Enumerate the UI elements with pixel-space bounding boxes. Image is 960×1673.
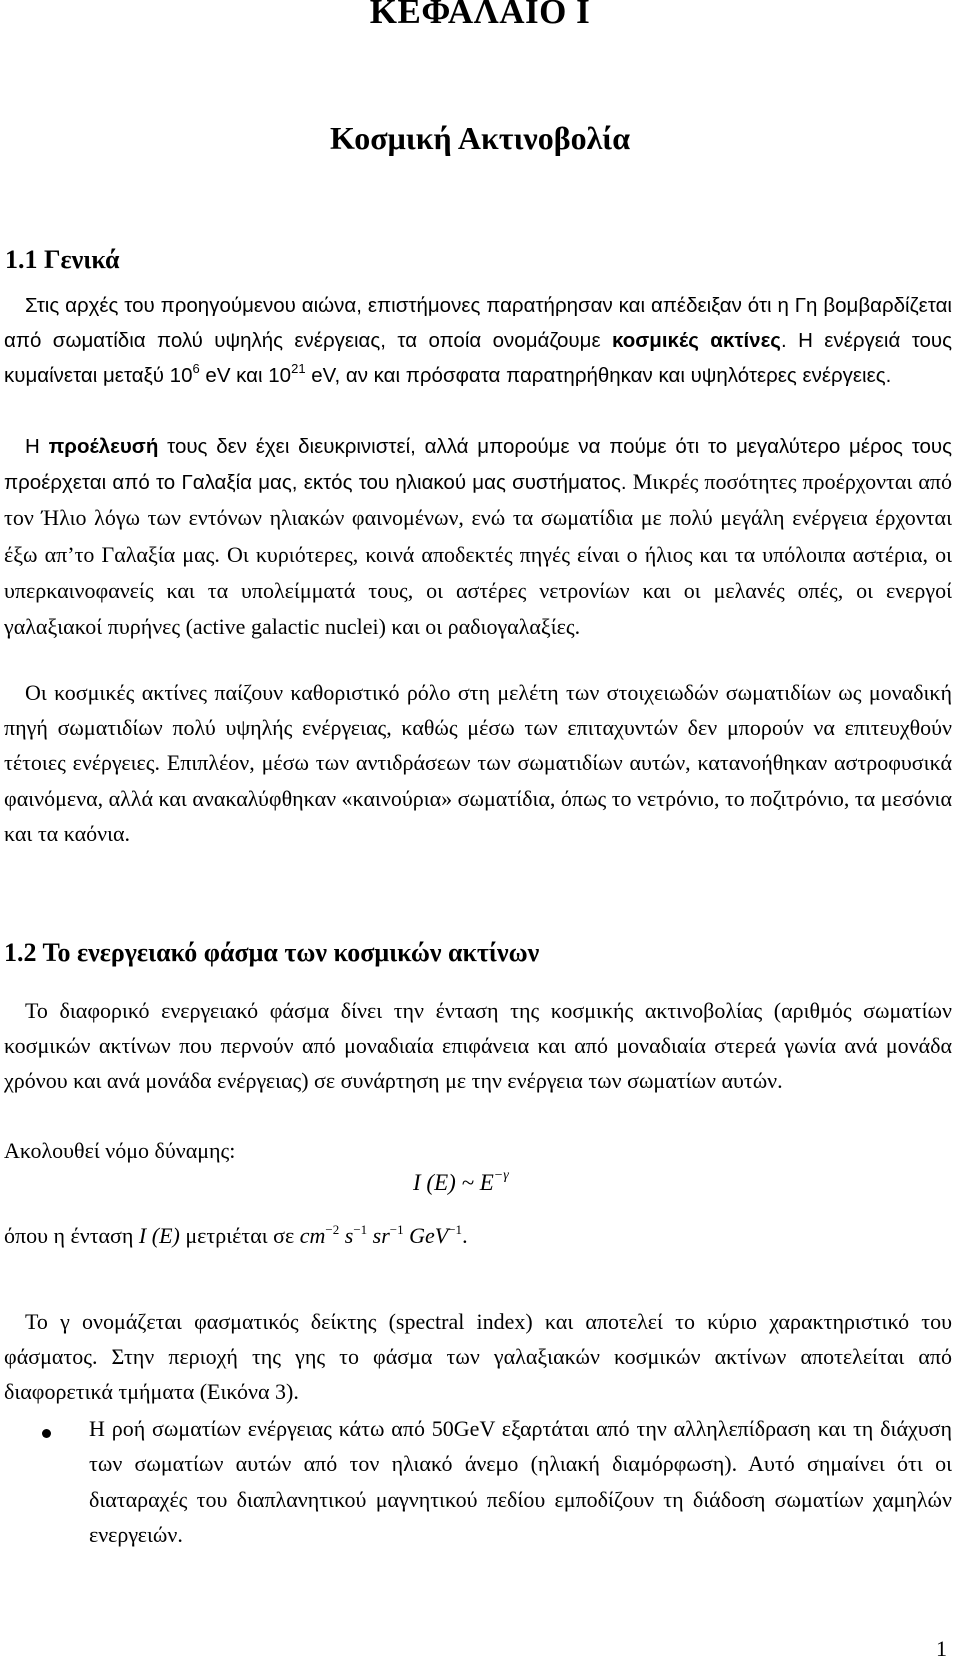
page-number: 1 (936, 1636, 947, 1661)
formula-text: I (E) ~ E (413, 1170, 494, 1195)
bullet-dot (42, 1429, 51, 1438)
paragraph-text: Η (25, 435, 40, 458)
section-heading-1-2: 1.2 Το ενεργειακό φάσμα των κοσμικών ακτίνων (4, 938, 540, 967)
units-variable: I (E) (138, 1223, 180, 1248)
unit-cm: cm (299, 1223, 326, 1248)
paragraph-text: τους δεν έχει διευκρινιστεί, αλλά μπορούμε να πούμε ότι το μεγαλύτερο μέρος τους προέρχεται από το Γαλαξία μας, εκτός του ηλιακού μας συστήματος. (4, 435, 953, 495)
bold-term-origin: προέλευσή (48, 435, 159, 458)
formula-power-law (413, 1170, 509, 1196)
unit-gev: GeV (409, 1223, 449, 1248)
paragraph-text: Το γ ονομάζεται φασματικός δείκτης (spectral index) και αποτελεί το κύριο χαρακτηριστικό του φάσματος. Στην περιοχή της γης το φάσμα των γαλαξιακών κοσμικών ακτίνων αποτελείται από διαφορετικά τμήματα (Εικόνα 3). (4, 1309, 952, 1405)
exponent: 21 (291, 361, 306, 377)
unit-exponent: −2 (325, 1222, 340, 1237)
paragraph-significance (4, 675, 952, 851)
exponent: 6 (192, 361, 200, 377)
units-text: μετριέται σε (185, 1223, 295, 1248)
units-text: όπου η ένταση (4, 1223, 134, 1248)
paragraph-origin (4, 429, 952, 645)
paragraph-spectrum (4, 993, 952, 1099)
paragraph-text: Το διαφορικό ενεργειακό φάσμα δίνει την ένταση της κοσμικής ακτινοβολίας (αριθμός σωματίων κοσμικών ακτίνων που περνούν από μοναδιαία επιφάνεια και από μοναδιαία στερεά γωνία ανά μονάδα χρόνου και ανά μονάδα ενέργειας) σε συνάρτηση με την ενέργεια των σωματίων αυτών. (4, 998, 952, 1094)
unit-s: s (344, 1223, 354, 1248)
unit-exponent: −1 (389, 1222, 404, 1237)
chapter-heading: ΚΕΦΑΛΑΙΟ Ι (369, 0, 591, 31)
bold-term-cosmic-rays: κοσμικές ακτίνες (612, 329, 781, 353)
paragraph-power-law: Ακολουθεί νόμο δύναμης: (4, 1138, 236, 1163)
paragraph-text: . Η ενέργειά τους κυμαίνεται μεταξύ 10 (4, 329, 952, 388)
paragraph-text: Οι κοσμικές ακτίνες παίζουν καθοριστικό ρόλο στη μελέτη των στοιχειωδών σωματιδίων ως μοναδική πηγή σωματιδίων πολύ υψηλής ενέργειας, καθώς μέσω των επιταχυντών δεν μπορούν να επιτευχθούν τέτοιες ενέργειες. Επιπλέον, μέσω των αντιδράσεων των σωματιδίων αυτών, κατανοήθηκαν αστροφυσικά φαινόμενα, αλλά και ανακαλύφθηκαν «καινούρια» σωματίδια, όπως το νετρόνιο, το ποζιτρόνιο, τα μεσόνια και τα καόνια. (4, 680, 952, 846)
paragraph-intro (4, 288, 952, 394)
unit-sr: sr (372, 1223, 390, 1248)
section-heading-1-1: 1.1 Γενικά (5, 245, 120, 274)
formula-exponent: −γ (493, 1168, 509, 1183)
paragraph-text: Στις αρχές του προηγούμενου αιώνα, επιστήμονες παρατήρησαν και απέδειξαν ότι η Γη βομβαρδίζεται από σωματίδια πολύ υψηλής ενέργειας, τα οποία ονομάζουμε (4, 294, 952, 353)
bullet-item-low-energy: Η ροή σωματίων ενέργειας κάτω από 50GeV εξαρτάται από την αλληλεπίδραση και τη διάχυση των σωματίων αυτών από τον ηλιακό άνεμο (ηλιακή διαμόρφωση). Αυτό σημαίνει ότι οι διαταραχές του διαπλανητικού μαγνητικού πεδίου εμποδίζουν τη διάδοση σωματίων χαμηλών ενεργειών. (89, 1416, 952, 1548)
paragraph-spectral-index (4, 1304, 952, 1410)
paragraph-text: Μικρές ποσότητες προέρχονται από τον Ήλιο λόγω των εντόνων ηλιακών φαινομένων, ενώ τα σωματίδια με πολύ μεγάλη ενέργεια έρχονται έξω απ’το Γαλαξία μας. Οι κυριότερες, κοινά αποδεκτές πηγές είναι ο ήλιος και τα υπόλοιπα αστέρια, οι υπερκαινοφανείς και τα υπολείμματά τους, οι αστέρες νετρονίων και οι μελανές οπές, οι ενεργοί γαλαξιακοί πυρήνες (active galactic nuclei) και οι ραδιογαλαξίες. (4, 469, 952, 640)
paragraph-text: eV και 10 (199, 364, 292, 388)
paragraph-text: eV, αν και πρόσφατα παρατηρήθηκαν και υψηλότερες ενέργειες. (305, 364, 892, 388)
unit-exponent: −1 (448, 1222, 463, 1237)
unit-exponent: −1 (353, 1222, 368, 1237)
document-title: Κοσμική Ακτινοβολία (329, 120, 631, 156)
units-line (4, 1218, 468, 1253)
units-text: . (462, 1223, 468, 1248)
